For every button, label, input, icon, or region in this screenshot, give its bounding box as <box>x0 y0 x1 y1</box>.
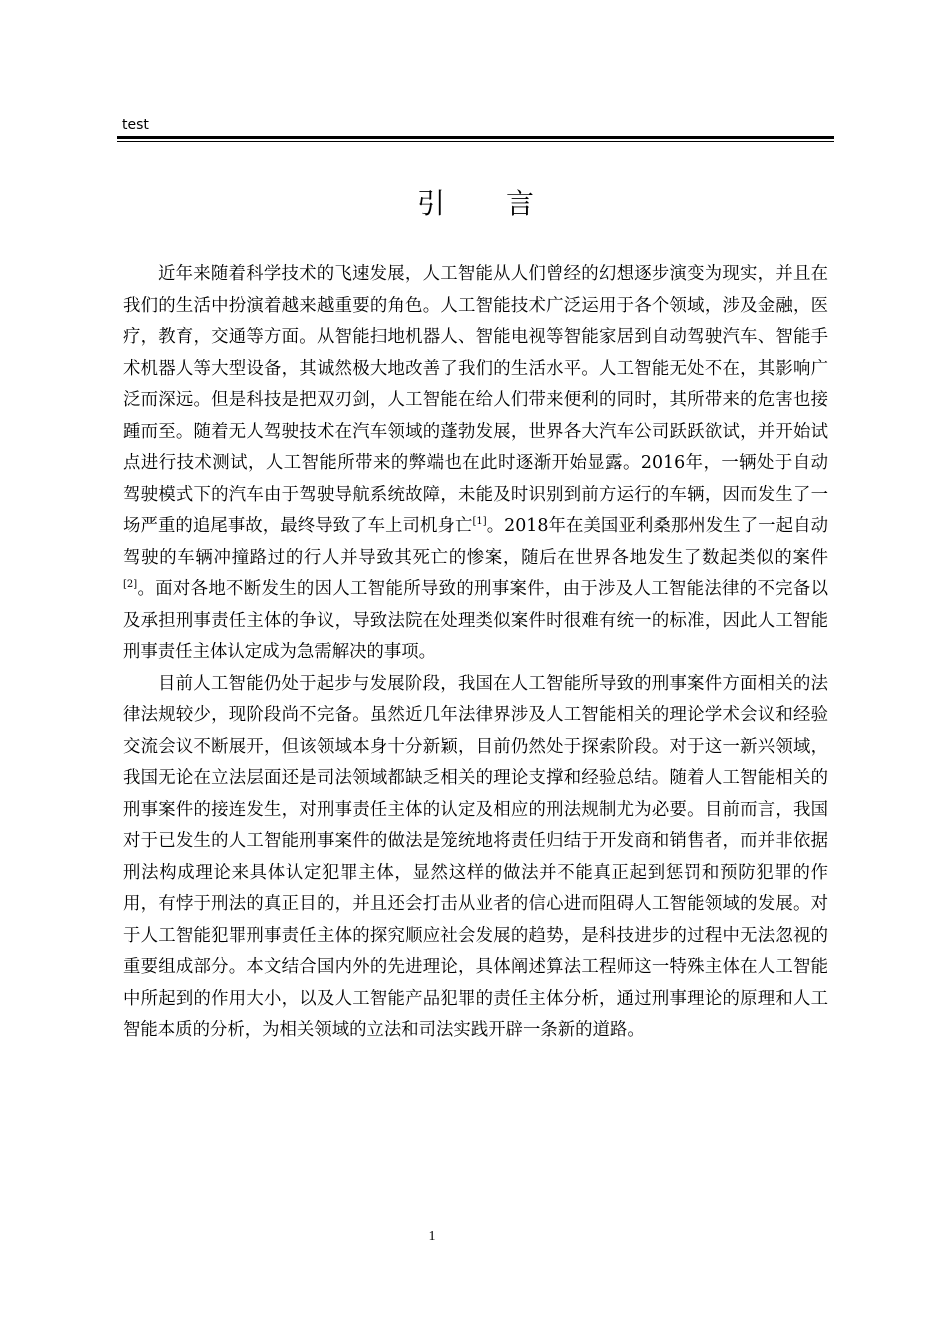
paragraph-1-text-c: 。面对各地不断发生的因人工智能所导致的刑事案件，由于涉及人工智能法律的不完备以及承担刑事责任主体的争议，导致法院在处理类似案件时很难有统一的标准，因此人工智能刑事责任主体认定成为急需解决的事项。 <box>123 579 828 662</box>
running-header: test <box>122 117 149 133</box>
body-text <box>123 259 828 1047</box>
chapter-title: 引 言 <box>417 187 560 220</box>
citation-ref-2[interactable]: [2] <box>123 579 138 590</box>
paragraph-2: 目前人工智能仍处于起步与发展阶段，我国在人工智能所导致的刑事案件方面相关的法律法规较少，现阶段尚不完备。虽然近几年法律界涉及人工智能相关的理论学术会议和经验交流会议不断展开，但该领域本身十分新颖，目前仍然处于探索阶段。对于这一新兴领域，我国无论在立法层面还是司法领域都缺乏相关的理论支撑和经验总结。随着人工智能相关的刑事案件的接连发生，对刑事责任主体的认定及相应的刑法规制尤为必要。目前而言，我国对于已发生的人工智能刑事案件的做法是笼统地将责任归结于开发商和销售者，而并非依据刑法构成理论来具体认定犯罪主体，显然这样的做法并不能真正起到惩罚和预防犯罪的作用，有悖于刑法的真正目的，并且还会打击从业者的信心进而阻碍人工智能领域的发展。对于人工智能犯罪刑事责任主体的探究顺应社会发展的趋势，是科技进步的过程中无法忽视的重要组成部分。本文结合国内外的先进理论，具体阐述算法工程师这一特殊主体在人工智能中所起到的作用大小，以及人工智能产品犯罪的责任主体分析，通过刑事理论的原理和人工智能本质的分析，为相关领域的立法和司法实践开辟一条新的道路。 <box>123 673 828 1040</box>
page-number: 1 <box>428 1229 436 1244</box>
paragraph-1 <box>123 259 828 669</box>
citation-ref-1[interactable]: [1] <box>472 516 487 527</box>
header-double-rule <box>117 136 834 142</box>
paragraph-1-text-a: 近年来随着科学技术的飞速发展，人工智能从人们曾经的幻想逐步演变为现实，并且在我们的生活中扮演着越来越重要的角色。人工智能技术广泛运用于各个领域，涉及金融，医疗，教育，交通等方面。从智能扫地机器人、智能电视等智能家居到自动驾驶汽车、智能手术机器人等大型设备，其诚然极大地改善了我们的生活水平。人工智能无处不在，其影响广泛而深远。但是科技是把双刃剑，人工智能在给人们带来便利的同时，其所带来的危害也接踵而至。随着无人驾驶技术在汽车领域的蓬勃发展，世界各大汽车公司跃跃欲试，并开始试点进行技术测试，人工智能所带来的弊端也在此时逐渐开始显露。2016年，一辆处于自动驾驶模式下的汽车由于驾驶导航系统故障，未能及时识别到前方运行的车辆，因而发生了一场严重的追尾事故，最终导致了车上司机身亡 <box>123 264 828 536</box>
paragraph-1-text-b: 。2018年在美国亚利桑那州发生了一起自动驾驶的车辆冲撞路过的行人并导致其死亡的惨案，随后在世界各地发生了数起类似的案件 <box>123 516 828 568</box>
